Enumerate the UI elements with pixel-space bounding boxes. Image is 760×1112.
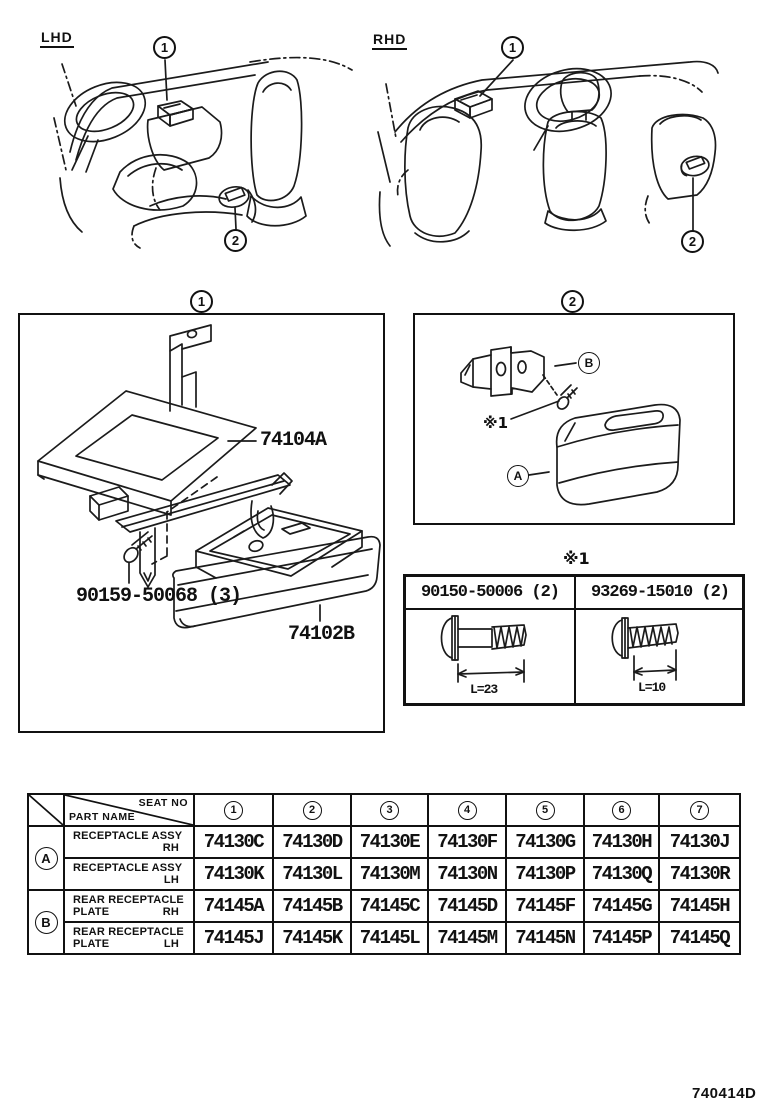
- table-row: [28, 890, 740, 922]
- detail-box-1: [18, 313, 385, 733]
- part-number-cell: 74145F: [506, 890, 584, 922]
- receptacle-a-art: [557, 405, 680, 505]
- corner-label-seat-no: SEAT NO: [138, 797, 188, 809]
- screw-length-1: L=23: [470, 682, 498, 697]
- part-number-cell: 74130J: [659, 826, 740, 858]
- part-label-74104a: 74104A: [260, 429, 327, 452]
- part-number-cell: 74145M: [428, 922, 506, 954]
- screw-spec-col-1: [406, 577, 574, 703]
- group-a-cell: A: [28, 826, 64, 890]
- receptacle-assembly-drawing: [415, 315, 733, 523]
- screw-part-no-1: 90150-50006 (2): [406, 577, 574, 610]
- part-number-cell: 74130D: [273, 826, 351, 858]
- part-number-cell: 74130F: [428, 826, 506, 858]
- seat-col-header-6: 6: [584, 794, 659, 826]
- figure-code: 740414D: [692, 1085, 757, 1102]
- callout-2-lhd: 2: [224, 229, 247, 252]
- seat-col-header-4: 4: [428, 794, 506, 826]
- drawer-74102b-art: [173, 508, 380, 628]
- lhd-label: LHD: [40, 29, 74, 48]
- screw-part-no-2: 93269-15010 (2): [576, 577, 744, 610]
- seat-col-header-3: 3: [351, 794, 428, 826]
- part-number-cell: 74130M: [351, 858, 428, 890]
- seat-col-header-2: 2: [273, 794, 351, 826]
- callout-1-box: 1: [190, 290, 213, 313]
- housing-74104a-art: [38, 325, 292, 587]
- part-number-cell: 74145H: [659, 890, 740, 922]
- corner-cell-left: [28, 794, 64, 826]
- part-number-cell: 74130Q: [584, 858, 659, 890]
- part-number-cell: 74145K: [273, 922, 351, 954]
- lhd-scene: [54, 58, 352, 248]
- rhd-scene: [378, 59, 718, 246]
- callout-b: B: [578, 352, 600, 374]
- part-number-cell: 74145L: [351, 922, 428, 954]
- callout-2-rhd: 2: [681, 230, 704, 253]
- parts-matrix-table: [27, 793, 741, 955]
- part-number-cell: 74130R: [659, 858, 740, 890]
- table-row: [28, 826, 740, 858]
- screw-spec-table: [403, 574, 745, 706]
- screw-length-2: L=10: [638, 680, 666, 695]
- part-number-cell: 74145G: [584, 890, 659, 922]
- screw-spec-col-2: [574, 577, 744, 703]
- part-number-cell: 74130E: [351, 826, 428, 858]
- part-number-cell: 74145D: [428, 890, 506, 922]
- part-number-cell: 74145N: [506, 922, 584, 954]
- note-ref-box2: ※1: [483, 414, 509, 432]
- corner-cell-main: [64, 794, 194, 826]
- row-name-rear-plate-rh: REAR RECEPTACLE PLATE RH: [64, 890, 194, 922]
- part-number-cell: 74130P: [506, 858, 584, 890]
- row-name-rear-plate-lh: REAR RECEPTACLE PLATE LH: [64, 922, 194, 954]
- callout-2-box: 2: [561, 290, 584, 313]
- part-number-cell: 74145Q: [659, 922, 740, 954]
- table-row: [28, 922, 740, 954]
- part-number-cell: 74130L: [273, 858, 351, 890]
- part-number-cell: 74145J: [194, 922, 273, 954]
- row-name-receptacle-lh: RECEPTACLE ASSY LH: [64, 858, 194, 890]
- corner-label-part-name: PART NAME: [69, 811, 136, 823]
- row-name-receptacle-rh: RECEPTACLE ASSY RH: [64, 826, 194, 858]
- group-b-cell: B: [28, 890, 64, 954]
- ashtray-assembly-drawing: [20, 315, 383, 731]
- rhd-label: RHD: [372, 31, 407, 50]
- callout-1-rhd: 1: [501, 36, 524, 59]
- part-number-cell: 74130N: [428, 858, 506, 890]
- part-number-cell: 74145P: [584, 922, 659, 954]
- seat-col-header-7: 7: [659, 794, 740, 826]
- part-label-74102b: 74102B: [288, 623, 355, 646]
- callout-1-lhd: 1: [153, 36, 176, 59]
- seat-col-header-5: 5: [506, 794, 584, 826]
- part-number-cell: 74145B: [273, 890, 351, 922]
- screw-90159-art: [121, 532, 152, 583]
- detail-box-2: [413, 313, 735, 525]
- table-row: [28, 858, 740, 890]
- part-number-cell: 74130C: [194, 826, 273, 858]
- callout-a: A: [507, 465, 529, 487]
- part-number-cell: 74130H: [584, 826, 659, 858]
- bracket-b-art: [461, 347, 544, 396]
- part-number-cell: 74145C: [351, 890, 428, 922]
- part-label-90159: 90159-50068 (3): [76, 585, 242, 608]
- part-number-cell: 74145A: [194, 890, 273, 922]
- seat-col-header-1: 1: [194, 794, 273, 826]
- part-number-cell: 74130G: [506, 826, 584, 858]
- part-number-cell: 74130K: [194, 858, 273, 890]
- screw-table-title: ※1: [563, 549, 590, 568]
